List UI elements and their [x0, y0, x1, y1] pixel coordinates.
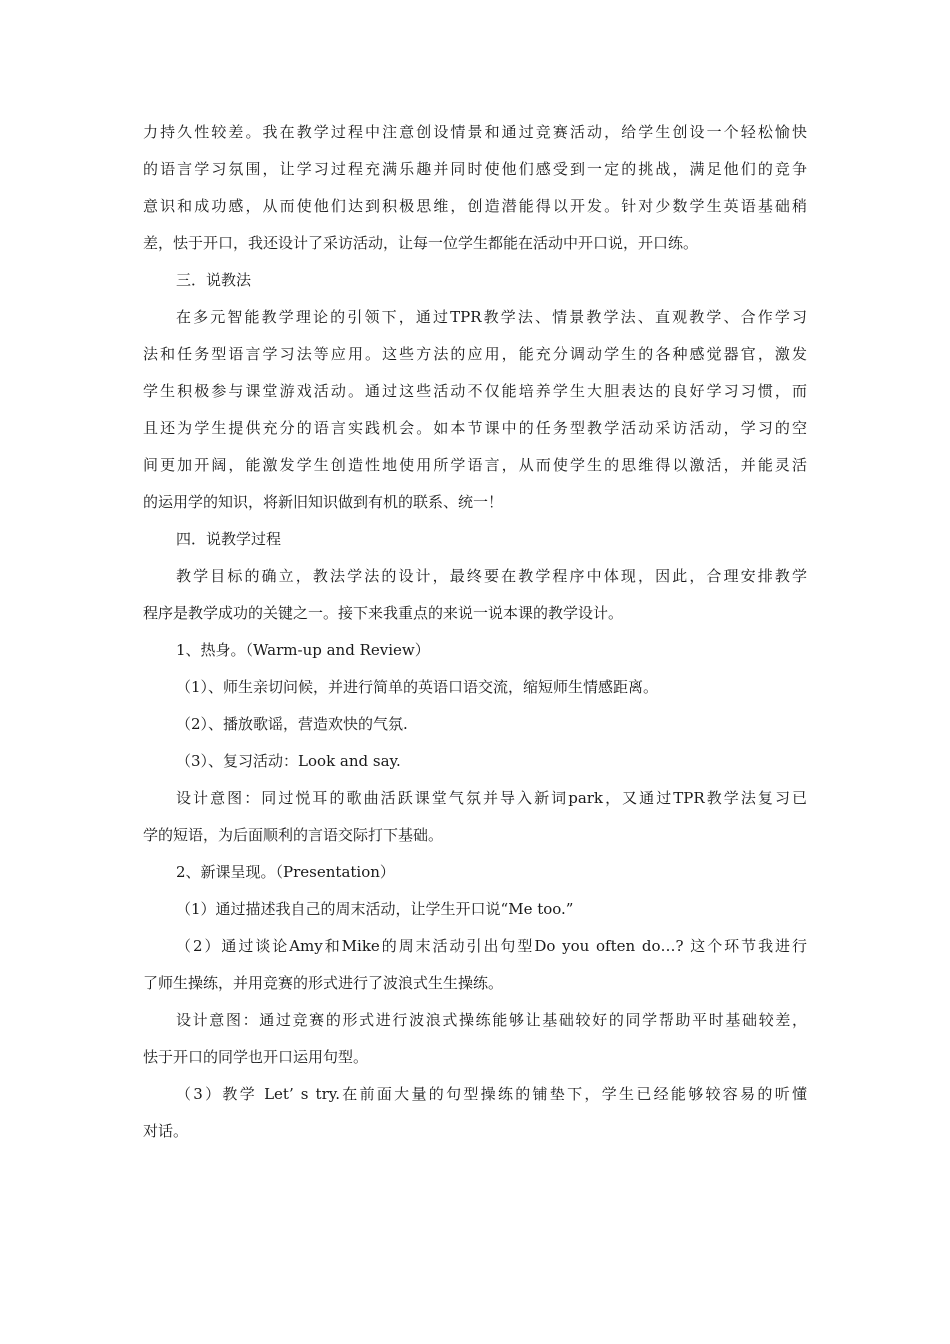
text-line: 且还为学生提供充分的语言实践机会。如本节课中的任务型教学活动采访活动，学习的空 — [143, 419, 807, 437]
text-line: 的运用学的知识，将新旧知识做到有机的联系、统一！ — [143, 493, 504, 511]
text-line: （2）通过谈论Amy和Mike的周末活动引出句型Do you often do…? 这个环节我进行 — [176, 937, 807, 955]
text-line: 设计意图：同过悦耳的歌曲活跃课堂气氛并导入新词park，又通过TPR教学法复习已 — [176, 789, 807, 807]
text-line: （1）、师生亲切问候，并进行简单的英语口语交流，缩短师生情感距离。 — [176, 678, 659, 696]
text-line: 在多元智能教学理论的引领下，通过TPR教学法、情景教学法、直观教学、合作学习 — [176, 308, 807, 326]
text-line: 学的短语，为后面顺利的言语交际打下基础。 — [143, 826, 444, 844]
text-line: 的语言学习氛围，让学习过程充满乐趣并同时使他们感受到一定的挑战，满足他们的竞争 — [143, 160, 807, 178]
text-line: 力持久性较差。我在教学过程中注意创设情景和通过竞赛活动，给学生创设一个轻松愉快 — [143, 123, 807, 141]
text-line: （3）教学 Let’ s try.在前面大量的句型操练的铺垫下，学生已经能够较容易的听懂 — [176, 1085, 807, 1103]
text-line: 程序是教学成功的关键之一。接下来我重点的来说一说本课的教学设计。 — [143, 604, 624, 622]
text-line: 设计意图：通过竞赛的形式进行波浪式操练能够让基础较好的同学帮助平时基础较差， — [176, 1011, 807, 1029]
text-line: （2）、播放歌谣，营造欢快的气氛. — [176, 715, 408, 733]
text-line: 学生积极参与课堂游戏活动。通过这些活动不仅能培养学生大胆表达的良好学习习惯，而 — [143, 382, 807, 400]
text-line: （3）、复习活动：Look and say. — [176, 752, 401, 770]
text-line: 教学目标的确立，教法学法的设计，最终要在教学程序中体现，因此，合理安排教学 — [176, 567, 807, 585]
step-heading-warm-up: 1、热身。（Warm-up and Review） — [176, 641, 430, 659]
text-line: 了师生操练，并用竞赛的形式进行了波浪式生生操练。 — [143, 974, 504, 992]
section-heading-teaching-methods: 三．说教法 — [176, 271, 252, 289]
step-heading-presentation: 2、新课呈现。（Presentation） — [176, 863, 395, 881]
text-line: 意识和成功感，从而使他们达到积极思维，创造潜能得以开发。针对少数学生英语基础稍 — [143, 197, 807, 215]
document-body — [143, 121, 807, 1157]
text-line: 差，怯于开口，我还设计了采访活动，让每一位学生都能在活动中开口说，开口练。 — [143, 234, 699, 252]
text-line: 法和任务型语言学习法等应用。这些方法的应用，能充分调动学生的各种感觉器官，激发 — [143, 345, 807, 363]
text-line: 怯于开口的同学也开口运用句型。 — [143, 1048, 369, 1066]
text-line: 间更加开阔，能激发学生创造性地使用所学语言，从而使学生的思维得以激活，并能灵活 — [143, 456, 807, 474]
section-heading-teaching-process: 四．说教学过程 — [176, 530, 282, 548]
text-line: （1）通过描述我自己的周末活动，让学生开口说“Me too.” — [176, 900, 574, 918]
text-line: 对话。 — [143, 1122, 189, 1140]
